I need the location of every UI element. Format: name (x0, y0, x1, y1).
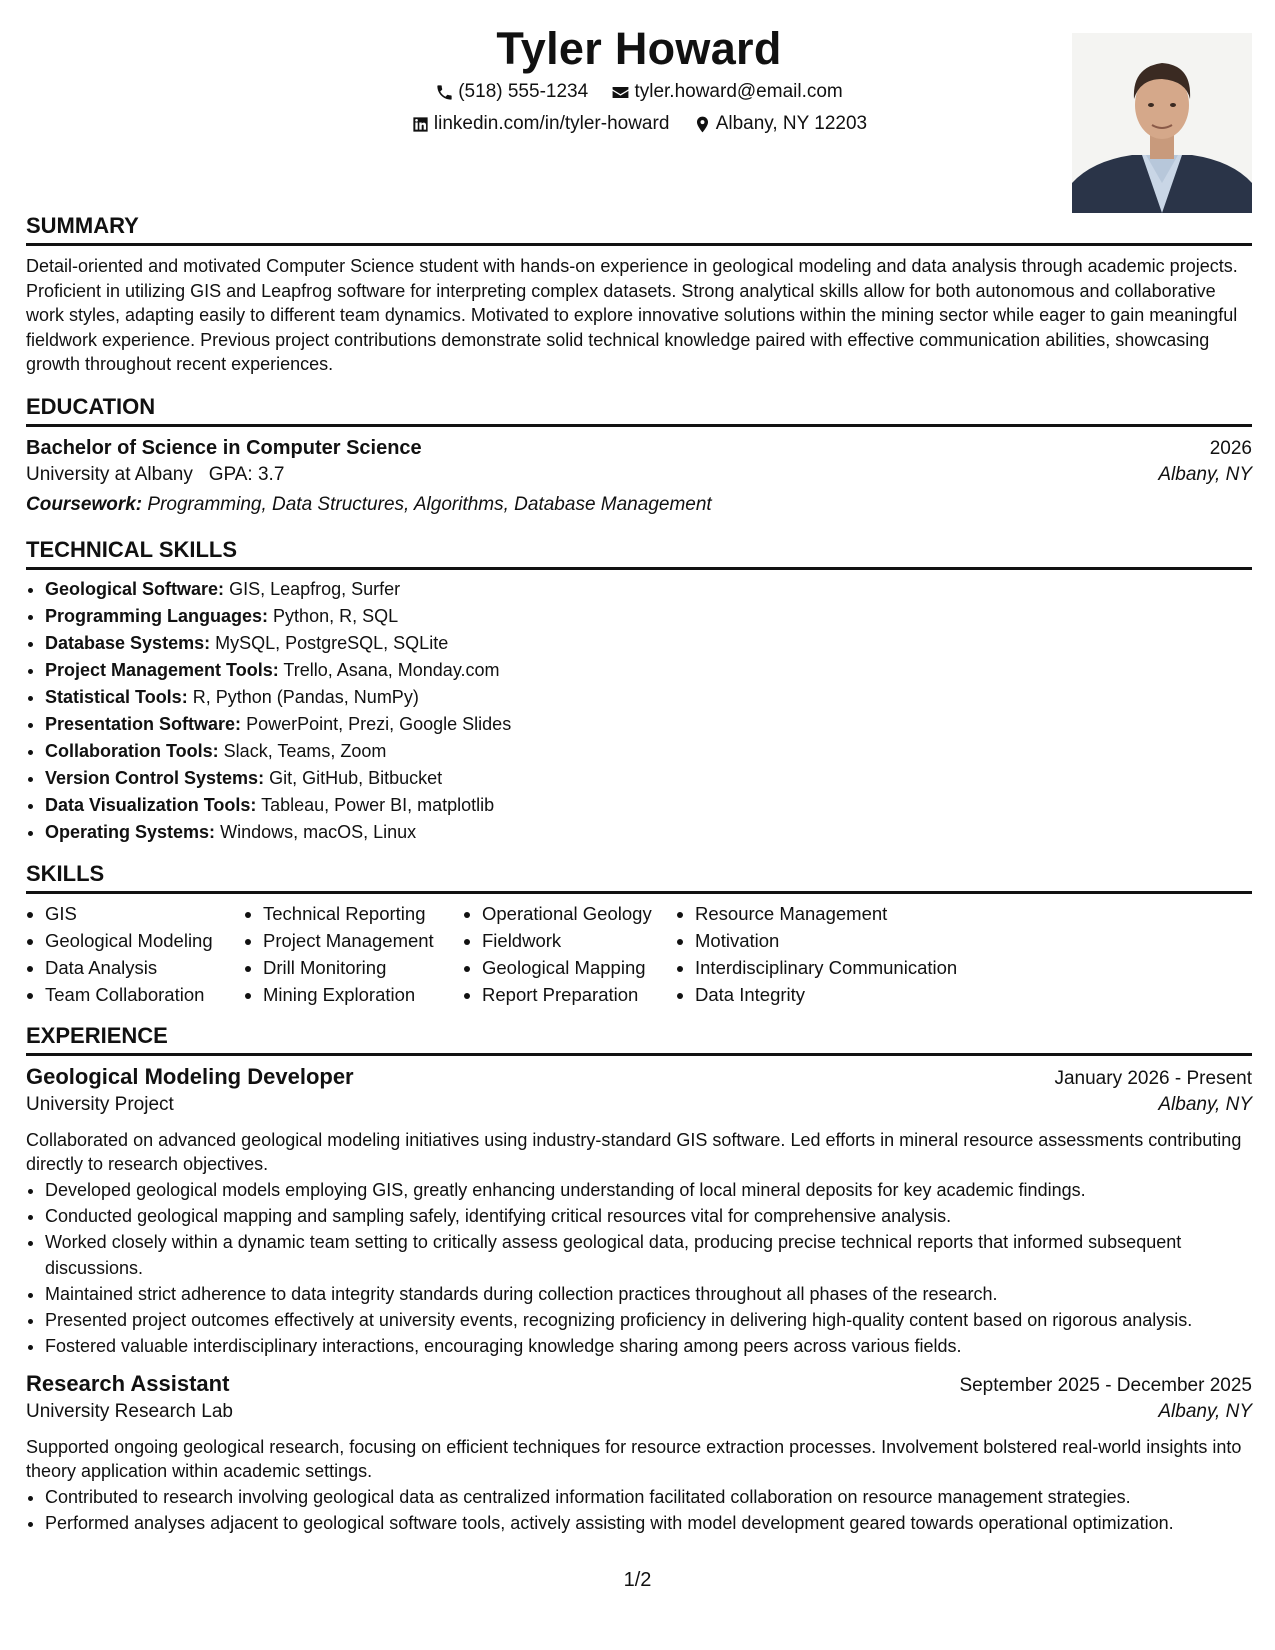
job-title: Research Assistant (26, 1370, 230, 1396)
job-dates: September 2025 - December 2025 (959, 1374, 1252, 1396)
job-dates: January 2026 - Present (1054, 1067, 1252, 1089)
skill-category: Geological Software: (45, 578, 225, 599)
experience-section (26, 1022, 1252, 1536)
list-item (45, 738, 1252, 765)
skill-category: Programming Languages: (45, 605, 269, 626)
coursework-label: Coursework: (26, 493, 143, 515)
degree-title: Bachelor of Science in Computer Science (26, 436, 422, 459)
email-contact[interactable] (611, 79, 842, 105)
list-item: • Report Preparation (482, 981, 676, 1008)
skill-values: GIS, Leapfrog, Surfer (229, 578, 401, 599)
summary-text: Detail-oriented and motivated Computer Science student with hands-on experience in geological modeling and data analysis through academic projects. Proficient in utilizing GIS and Leapfrog software for interpreting complex datasets. Strong analytical skills allow for both autonomous and collaborative work styles, adapting easily to different team dynamics. Motivated to explore innovative solutions within the mining sector while eager to gain meaningful fieldwork experience. Previous project contributions demonstrate solid technical knowledge paired with effective communication abilities, showcasing growth throughout recent experiences. (26, 256, 1238, 374)
contact-line-2 (26, 111, 1252, 142)
linkedin-icon (411, 115, 430, 134)
skill-category: Data Visualization Tools: (45, 794, 257, 815)
skill-category: Version Control Systems: (45, 767, 265, 788)
skill-category: Database Systems: (45, 632, 211, 653)
list-item: • Drill Monitoring (263, 954, 463, 981)
job-description: Collaborated on advanced geological modeling initiatives using industry-standard GIS software. Led efforts in mineral resource assessments contributing directly to research objectives. (26, 1129, 1242, 1174)
linkedin-contact[interactable] (411, 111, 670, 137)
phone-icon (435, 83, 454, 102)
phone-text: (518) 555-1234 (458, 81, 589, 102)
list-item: • Performed analyses adjacent to geological software tools, actively assisting with model development geared towards operational optimization. (45, 1510, 1252, 1536)
section-title: EXPERIENCE (26, 1022, 1252, 1056)
skills-column (244, 900, 463, 1008)
list-item: • Presented project outcomes effectively at university events, recognizing proficiency in delivering high-quality content based on rigorous analysis. (45, 1307, 1252, 1333)
gpa: GPA: 3.7 (208, 463, 285, 485)
list-item (45, 819, 1252, 846)
list-item (45, 765, 1252, 792)
skill-category: Operating Systems: (45, 821, 216, 842)
list-item: • Data Analysis (45, 954, 244, 981)
job-bullets (26, 1484, 1252, 1536)
list-item (45, 684, 1252, 711)
education-row-1 (26, 437, 1252, 460)
skills-section (26, 860, 1252, 1008)
list-item: • Geological Modeling (45, 927, 244, 954)
list-item: • Conducted geological mapping and sampling safely, identifying critical resources vital for comprehensive analysis. (45, 1203, 1252, 1229)
email-text[interactable]: tyler.howard@email.com (634, 81, 843, 102)
list-item: • Project Management (263, 927, 463, 954)
map-pin-icon (693, 115, 712, 134)
list-item (45, 711, 1252, 738)
list-item: • Technical Reporting (263, 900, 463, 927)
skill-category: Collaboration Tools: (45, 740, 219, 761)
list-item: • Motivation (695, 927, 1025, 954)
list-item: • Operational Geology (482, 900, 676, 927)
skill-values: Tableau, Power BI, matplotlib (261, 794, 495, 815)
job-entry (26, 1371, 1252, 1536)
list-item: • Team Collaboration (45, 981, 244, 1008)
resume-header (26, 22, 1252, 212)
graduation-year: 2026 (1209, 437, 1252, 459)
job-org: University Research Lab (26, 1400, 233, 1422)
job-org-row (26, 1397, 1252, 1427)
list-item: • Interdisciplinary Communication (695, 954, 1025, 981)
candidate-name: Tyler Howard (496, 23, 782, 74)
list-item: • Resource Management (695, 900, 1025, 927)
list-item: • Maintained strict adherence to data integrity standards during collection practices throughout all phases of the research. (45, 1281, 1252, 1307)
profile-photo (1072, 33, 1252, 213)
school-name: University at Albany (26, 463, 193, 485)
location-contact (693, 111, 867, 137)
list-item: • Contributed to research involving geological data as centralized information facilitated collaboration on resource management strategies. (45, 1484, 1252, 1510)
job-entry (26, 1064, 1252, 1359)
education-row-2 (26, 460, 1252, 490)
skills-column (463, 900, 676, 1008)
skill-values: Python, R, SQL (273, 605, 399, 626)
school-location: Albany, NY (1158, 463, 1252, 485)
skills-grid (26, 900, 1252, 1008)
education-section (26, 393, 1252, 520)
list-item: • Fieldwork (482, 927, 676, 954)
list-item (45, 657, 1252, 684)
skill-values: Git, GitHub, Bitbucket (269, 767, 443, 788)
coursework-line (26, 490, 1252, 520)
skills-column (676, 900, 1025, 1008)
skill-category: Project Management Tools: (45, 659, 279, 680)
skill-category: Presentation Software: (45, 713, 242, 734)
section-title: EDUCATION (26, 393, 1252, 427)
list-item: • Developed geological models employing GIS, greatly enhancing understanding of local mineral deposits for key academic findings. (45, 1177, 1252, 1203)
skill-values: R, Python (Pandas, NumPy) (192, 686, 419, 707)
page-number: 1/2 (623, 1569, 652, 1591)
list-item: • Mining Exploration (263, 981, 463, 1008)
section-title: SKILLS (26, 860, 1252, 894)
job-title: Geological Modeling Developer (26, 1063, 354, 1089)
list-item: • Data Integrity (695, 981, 1025, 1008)
job-bullets (26, 1177, 1252, 1359)
list-item: • GIS (45, 900, 244, 927)
skill-category: Statistical Tools: (45, 686, 188, 707)
job-header (26, 1371, 1252, 1397)
section-title: SUMMARY (26, 212, 1252, 246)
list-item (45, 576, 1252, 603)
skill-values: MySQL, PostgreSQL, SQLite (215, 632, 449, 653)
phone-contact (435, 79, 588, 105)
job-header (26, 1064, 1252, 1090)
coursework-list: Programming, Data Structures, Algorithms, Database Management (147, 493, 712, 515)
section-title: TECHNICAL SKILLS (26, 536, 1252, 570)
technical-skills-section (26, 536, 1252, 846)
location-text: Albany, NY 12203 (715, 113, 868, 134)
technical-skills-list (26, 576, 1252, 846)
summary-section (26, 212, 1252, 377)
linkedin-text[interactable]: linkedin.com/in/tyler-howard (433, 113, 670, 134)
list-item: • Geological Mapping (482, 954, 676, 981)
job-org: University Project (26, 1093, 174, 1115)
job-location: Albany, NY (1158, 1400, 1252, 1422)
envelope-icon (611, 83, 630, 102)
list-item (45, 630, 1252, 657)
list-item (45, 603, 1252, 630)
list-item (45, 792, 1252, 819)
skills-column (26, 900, 244, 1008)
list-item: • Worked closely within a dynamic team setting to critically assess geological data, producing precise technical reports that informed subsequent discussions. (45, 1229, 1252, 1281)
resume-page (26, 22, 1252, 1536)
contact-line-1 (26, 79, 1252, 110)
skill-values: Slack, Teams, Zoom (223, 740, 387, 761)
skill-values: Trello, Asana, Monday.com (283, 659, 500, 680)
job-location: Albany, NY (1158, 1093, 1252, 1115)
job-org-row (26, 1090, 1252, 1120)
school-gpa (26, 460, 284, 490)
skill-values: PowerPoint, Prezi, Google Slides (246, 713, 512, 734)
skill-values: Windows, macOS, Linux (220, 821, 417, 842)
job-description: Supported ongoing geological research, focusing on efficient techniques for resource extraction processes. Involvement bolstered real-world insights into theory application within academic settings. (26, 1436, 1242, 1481)
list-item: • Fostered valuable interdisciplinary interactions, encouraging knowledge sharing among peers across various fields. (45, 1333, 1252, 1359)
